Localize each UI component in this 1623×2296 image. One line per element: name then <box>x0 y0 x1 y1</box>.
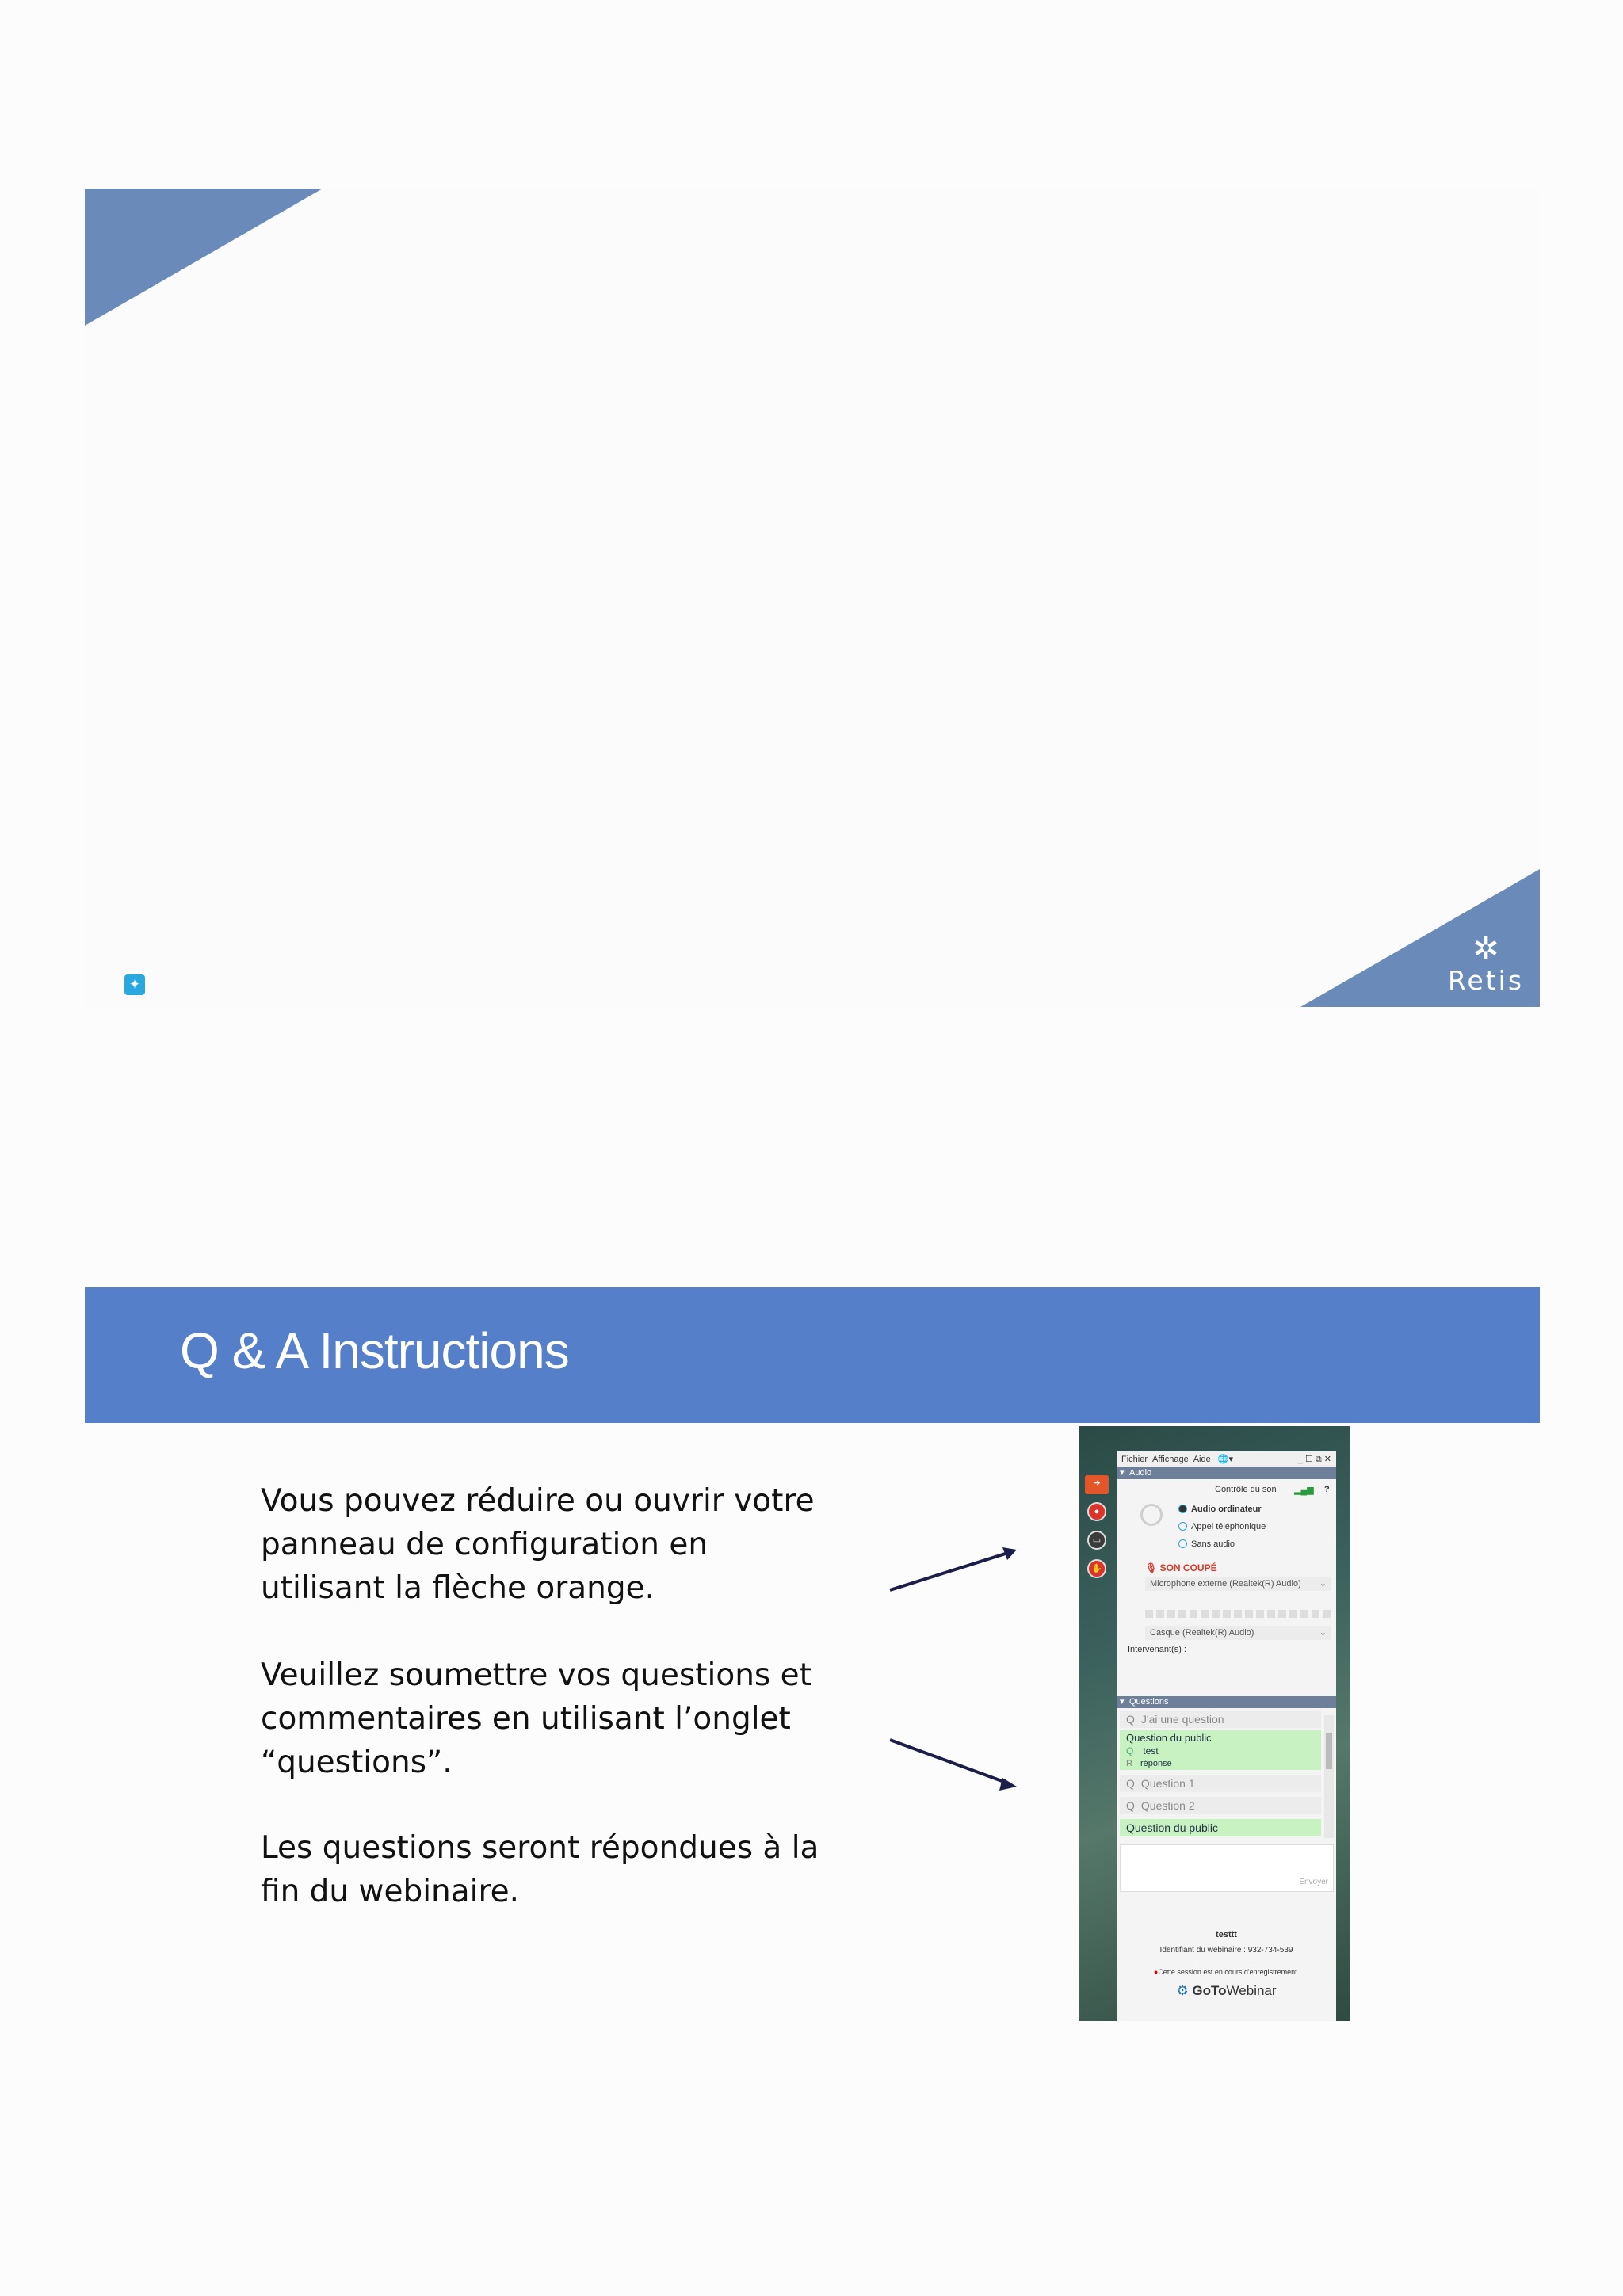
collapse-caret-icon: ▾ <box>1120 1468 1125 1478</box>
gotowebinar-control-panel <box>1117 1451 1336 2021</box>
volume-meter <box>1145 1610 1331 1618</box>
raise-hand-icon[interactable]: ✋ <box>1087 1559 1106 1578</box>
recording-dot-icon: ● <box>1153 1968 1159 1976</box>
question-item-public[interactable]: Question du public Q test R réponse <box>1120 1730 1321 1770</box>
instruction-paragraph-3: Les questions seront répondues à la fin du webinaire. <box>261 1830 819 1909</box>
questions-header-label: Questions <box>1129 1697 1169 1707</box>
microphone-icon[interactable]: ● <box>1087 1502 1106 1521</box>
menu-bar <box>1117 1451 1336 1467</box>
arrow-to-questions-tab <box>884 1729 1026 1792</box>
window-controls[interactable]: _ ☐ ⧉ ✕ <box>1297 1455 1331 1464</box>
twitter-glyph: ✦ <box>128 977 141 992</box>
collapse-caret-icon: ▾ <box>1120 1697 1125 1707</box>
help-icon[interactable]: ? <box>1324 1485 1330 1494</box>
public-question-label: Question du public <box>1126 1732 1212 1744</box>
headset-select[interactable]: Casque (Realtek(R) Audio) ⌄ <box>1145 1626 1331 1640</box>
collapse-arrow-button[interactable]: ➔ <box>1085 1475 1109 1494</box>
speakers-label: Intervenant(s) : <box>1128 1645 1186 1654</box>
panel-side-toolbar <box>1081 1475 1114 1586</box>
audio-section-header[interactable] <box>1117 1467 1336 1479</box>
radio-audio-ordinateur[interactable]: Audio ordinateur <box>1178 1504 1262 1515</box>
microphone-select[interactable]: Microphone externe (Realtek(R) Audio) ⌄ <box>1145 1577 1331 1591</box>
menu-aide[interactable]: Aide <box>1193 1455 1211 1464</box>
send-button[interactable]: Envoyer <box>1299 1878 1328 1886</box>
audio-header-label: Audio <box>1129 1468 1152 1478</box>
recording-notice: ●Cette session est en cours d'enregistrement. <box>1153 1968 1300 1976</box>
radio-sans-audio[interactable]: Sans audio <box>1178 1539 1235 1550</box>
questions-scrollbar[interactable] <box>1324 1715 1334 1838</box>
audio-loading-icon <box>1140 1504 1163 1526</box>
answer-text: réponse <box>1140 1759 1172 1768</box>
twitter-icon[interactable] <box>124 974 145 995</box>
sound-check-label[interactable]: Contrôle du son <box>1215 1485 1277 1494</box>
question-text: test <box>1143 1745 1159 1756</box>
question-compose-box[interactable] <box>1120 1844 1334 1892</box>
signal-bars-icon: ▂▄▆ <box>1294 1486 1314 1495</box>
question-item-2[interactable]: Q Question 2 <box>1120 1797 1321 1814</box>
instruction-paragraph-1: Vous pouvez réduire ou ouvrir votre panneau de configuration en utilisant la flèche orange. <box>261 1483 815 1606</box>
webinar-id: Identifiant du webinaire : 932-734-539 <box>1159 1946 1293 1955</box>
radio-appel-telephonique[interactable]: Appel téléphonique <box>1178 1521 1266 1532</box>
question-item-public-2[interactable]: Question du public <box>1120 1819 1321 1836</box>
globe-icon[interactable]: 🌐▾ <box>1217 1455 1233 1464</box>
retis-logo-mark: ✲ <box>1472 932 1499 967</box>
gotowebinar-logo-icon: ⚙ <box>1176 1983 1189 1998</box>
question-item-1[interactable]: Q Question 1 <box>1120 1775 1321 1792</box>
retis-logo-text: Retis <box>1447 965 1525 996</box>
corner-triangle-top-left <box>85 189 323 326</box>
slide-title: Q & A Instructions <box>180 1322 569 1379</box>
menu-fichier[interactable]: Fichier <box>1121 1455 1148 1464</box>
screen-share-icon[interactable]: ▭ <box>1087 1531 1106 1550</box>
questions-section-header[interactable] <box>1117 1696 1336 1708</box>
arrow-to-panel-toggle <box>884 1541 1026 1596</box>
instruction-paragraph-2: Veuillez soumettre vos questions et commentaires en utilisant l’onglet “questions”. <box>261 1657 812 1780</box>
muted-status: 🎙 SON COUPÉ <box>1145 1562 1217 1573</box>
menu-affichage[interactable]: Affichage <box>1152 1455 1189 1464</box>
attendee-name: testtt <box>1216 1930 1237 1939</box>
gotowebinar-logo: ⚙ GoToWebinar <box>1176 1983 1277 1998</box>
question-input[interactable]: Q J'ai une question <box>1120 1711 1321 1728</box>
retis-logo <box>1442 932 1529 995</box>
